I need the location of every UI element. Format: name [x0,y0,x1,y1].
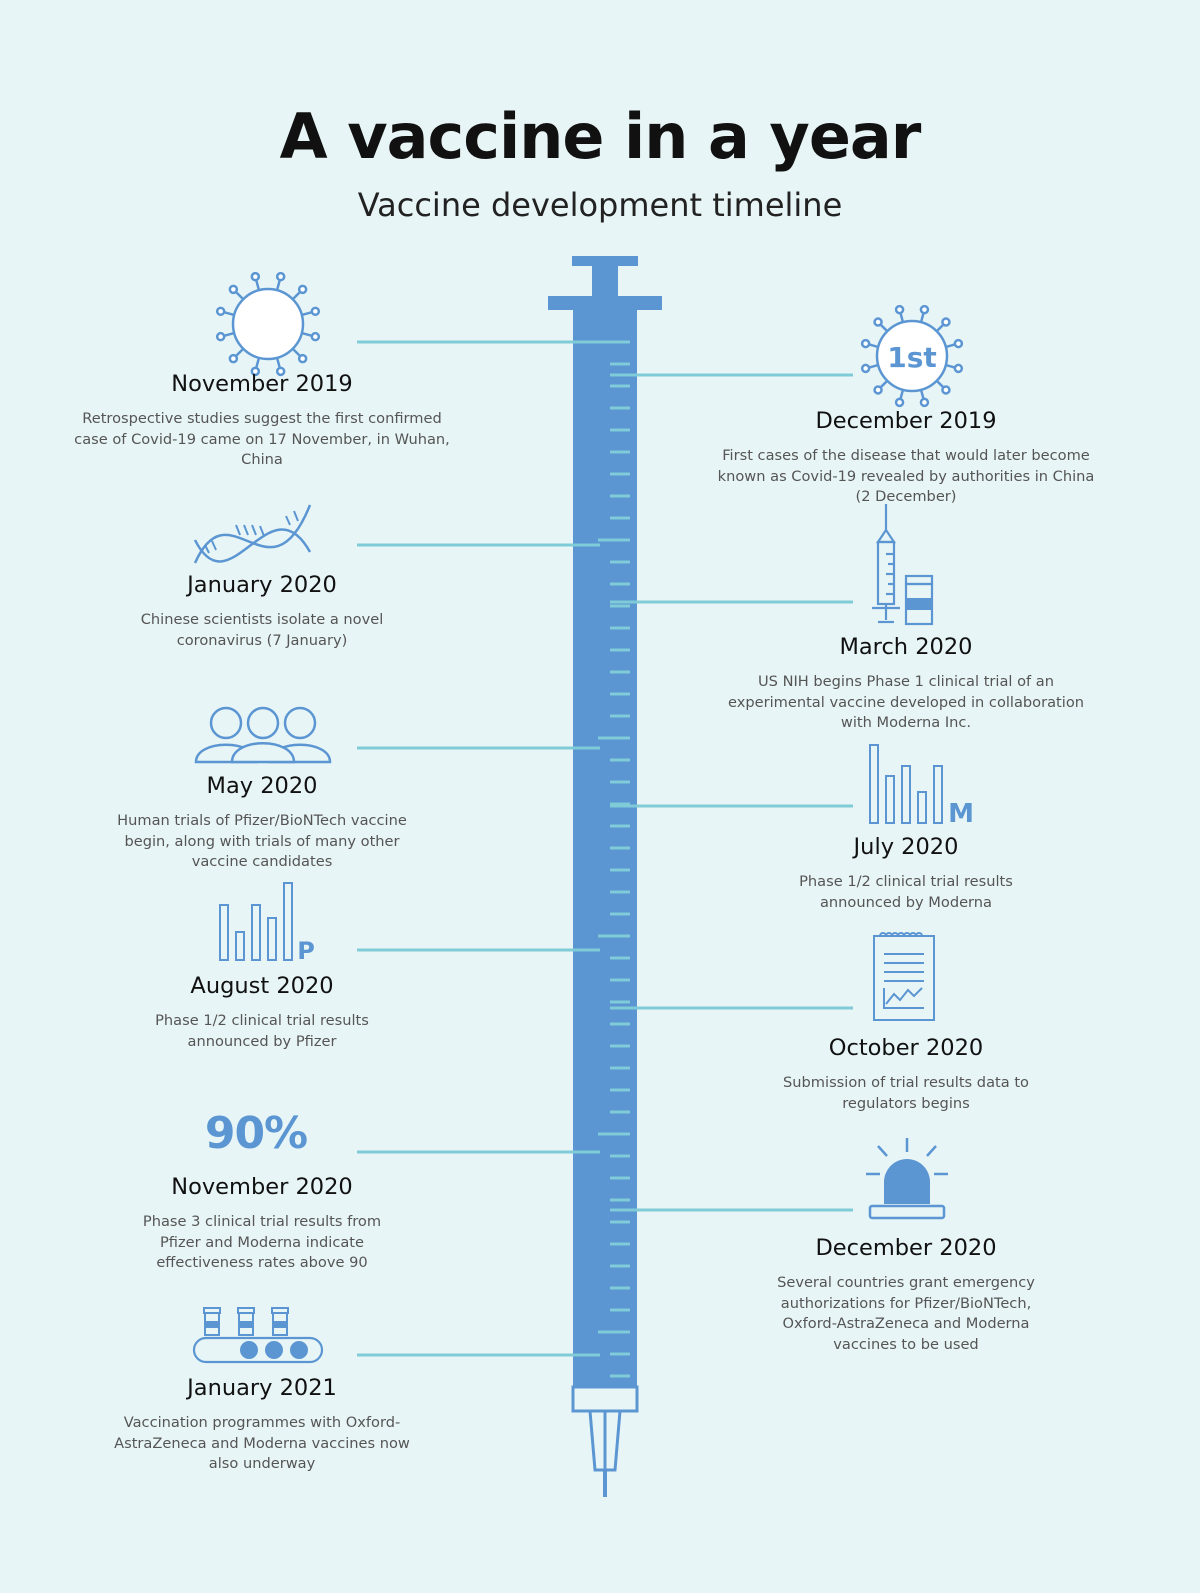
event-date: October 2020 [828,1035,984,1061]
event-date: November 2019 [171,371,353,397]
event-description: First cases of the disease that would later become known as Covid-19 revealed by authorities in China (2 December) [717,447,1095,505]
event-date: July 2020 [853,834,959,860]
event-november-2019 [72,371,452,471]
siren-icon [864,1132,950,1222]
bar-chart-pfizer-icon [216,880,320,964]
event-date: August 2020 [190,973,334,999]
event-january-2021 [72,1375,452,1475]
percent-figure: 90% [204,1108,308,1159]
syringe-icon [548,256,662,1497]
page-subtitle: Vaccine development timeline [357,186,843,224]
event-description: Human trials of Pfizer/BioNTech vaccine begin, along with trials of many other vaccine candidates [117,812,407,870]
pfizer-label: P [297,937,315,964]
event-july-2020 [716,834,1096,913]
event-description: Phase 1/2 clinical trial results announced by Pfizer [155,1012,369,1050]
event-date: March 2020 [839,634,973,660]
syringe-vial-icon [866,502,938,628]
event-november-2020 [72,1174,452,1274]
bar-chart-moderna-icon [866,742,978,828]
page-title: A vaccine in a year [279,100,921,173]
event-december-2019 [716,408,1096,508]
event-august-2020 [72,973,452,1052]
event-description: Submission of trial results data to regulators begins [783,1074,1029,1112]
event-description: US NIH begins Phase 1 clinical trial of an experimental vaccine developed in collaboration with Moderna Inc. [727,673,1085,731]
virus-first-icon [860,304,964,408]
event-october-2020 [716,1035,1096,1114]
people-icon [192,705,334,765]
event-description: Phase 1/2 clinical trial results announced by Moderna [799,873,1013,911]
event-date: November 2020 [171,1174,353,1200]
conveyor-icon [192,1306,326,1366]
virus-first-label: 1st [887,341,937,374]
report-icon [872,930,936,1022]
event-january-2020 [72,572,452,651]
virus-icon [214,270,322,378]
event-may-2020 [72,773,452,873]
event-date: December 2020 [815,1235,997,1261]
event-date: January 2020 [187,572,337,598]
event-march-2020 [716,634,1096,734]
event-december-2020 [716,1235,1096,1355]
event-description: Phase 3 clinical trial results from Pfizer and Moderna indicate effectiveness rates above 90 [142,1213,382,1271]
event-date: December 2019 [815,408,997,434]
event-description: Several countries grant emergency authorizations for Pfizer/BioNTech, Oxford-AstraZeneca and Moderna vaccines to be used [777,1274,1035,1353]
event-date: January 2021 [187,1375,337,1401]
dna-icon [190,495,320,575]
moderna-label: M [948,799,974,828]
event-description: Chinese scientists isolate a novel coronavirus (7 January) [140,611,384,649]
event-description: Vaccination programmes with Oxford-AstraZeneca and Moderna vaccines now also underway [114,1414,410,1472]
event-description: Retrospective studies suggest the first confirmed case of Covid-19 came on 17 November, in Wuhan, China [74,410,450,468]
event-date: May 2020 [206,773,318,799]
